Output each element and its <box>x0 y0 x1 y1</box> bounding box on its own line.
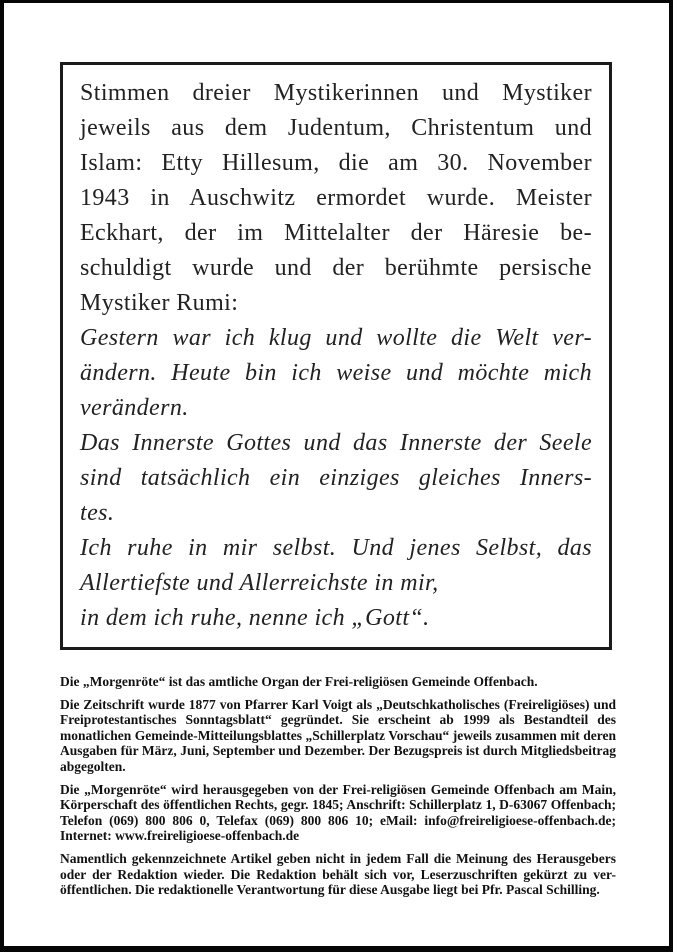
quote-box-intro-line: Eckhart, der im Mittelalter der Häresie be- <box>80 220 592 246</box>
imprint-paragraph-disclaimer: Namentlich gekennzeichnete Artikel geben nicht in jedem Fall die Meinung des Herausgebers oder der Redaktion wieder. Die Redaktion behält sich vor, Leserzuschriften gekürzt zu ver-öffentlichen. Die redaktionelle Verantwortung für diese Ausgabe liegt bei Pfr. Pascal Schilling. <box>60 850 616 898</box>
imprint-block <box>60 674 616 905</box>
quote-box-quote-line: Ich ruhe in mir selbst. Und jenes Selbst, das <box>80 535 592 561</box>
quote-box-intro-line: schuldigt wurde und der berühmte persische <box>80 255 592 281</box>
quote-box-intro-line: Stimmen dreier Mystikerinnen und Mystiker <box>80 80 592 106</box>
quote-box-quote-line: ändern. Heute bin ich weise und möchte mich <box>80 360 592 386</box>
quote-box-intro-line: 1943 in Auschwitz ermordet wurde. Meister <box>80 185 592 211</box>
quote-box-quote-line: Gestern war ich klug und wollte die Welt ver- <box>80 325 592 351</box>
mystic-quote-box <box>60 62 612 650</box>
imprint-paragraph-publisher: Die „Morgenröte“ wird herausgegeben von der Frei-religiösen Gemeinde Offenbach am Main, Körperschaft des öffentlichen Rechts, gegr. 1845; Anschrift: Schillerplatz 1, D-63067 Offenbach; Telefon (069) 800 806 0, Telefax (069) 800 806 10; eMail: info@freireligioese-offenbach.de; Internet: www.freireligioese-offenbach.de <box>60 781 616 844</box>
imprint-paragraph-organ: Die „Morgenröte“ ist das amtliche Organ der Frei-religiösen Gemeinde Offenbach. <box>60 674 538 689</box>
quote-box-quote-line: Das Innerste Gottes und das Innerste der Seele <box>80 430 592 456</box>
quote-box-quote-line: in dem ich ruhe, nenne ich „Gott“. <box>80 605 430 631</box>
quote-box-intro-line: Mystiker Rumi: <box>80 290 239 316</box>
quote-box-intro-line: jeweils aus dem Judentum, Christentum und <box>80 115 592 141</box>
quote-box-quote-line: sind tatsächlich ein einziges gleiches Inners- <box>80 465 592 491</box>
quote-box-quote-line: tes. <box>80 500 115 526</box>
quote-box-quote-line: verändern. <box>80 395 189 421</box>
quote-box-intro-line: Islam: Etty Hillesum, die am 30. November <box>80 150 592 176</box>
quote-box-quote-line: Allertiefste und Allerreichste in mir, <box>80 570 439 596</box>
imprint-paragraph-history: Die Zeitschrift wurde 1877 von Pfarrer Karl Voigt als „Deutschkatholisches (Freireligiöses) und Freiprotestantisches Sonntagsblatt“ gegründet. Sie erscheint ab 1999 als Bestandteil des monatlichen Gemeinde-Mitteilungsblattes „Schillerplatz Vorschau“ jeweils zusammen mit deren Ausgaben für März, Juni, September und Dezember. Der Bezugspreis ist durch Mitgliedsbeitrag abgegolten. <box>60 696 616 774</box>
